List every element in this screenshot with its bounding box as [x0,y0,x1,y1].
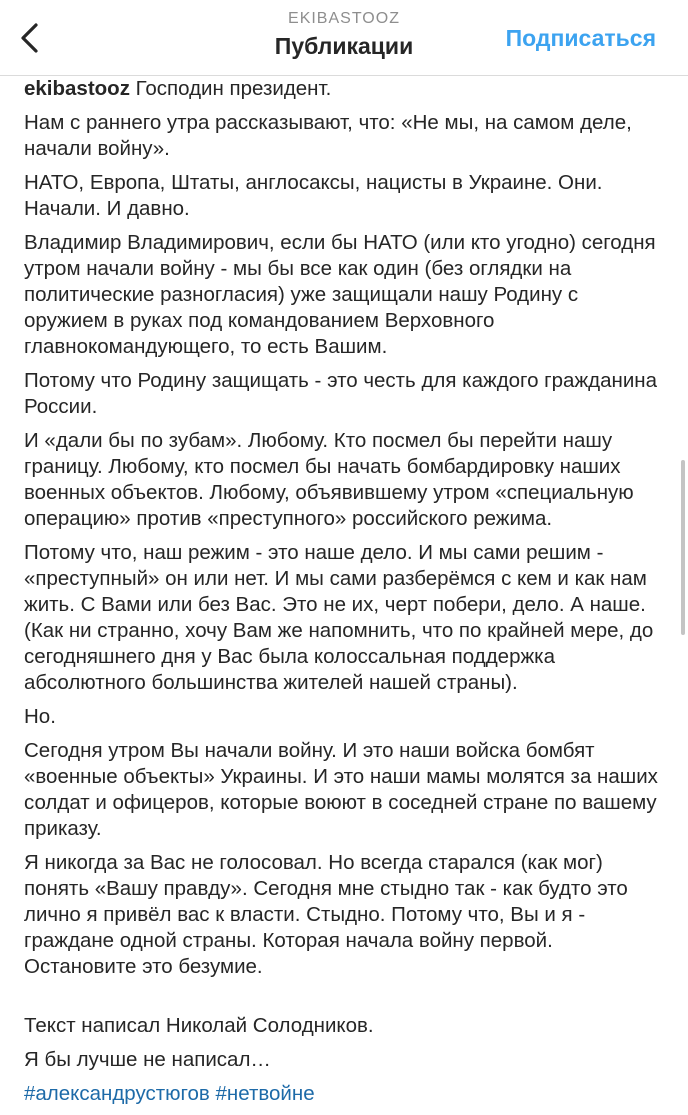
caption-paragraph: Сегодня утром Вы начали войну. И это наши войска бомбят «военные объекты» Украины. И это наши мамы молятся за наших солдат и офицеров, которые воюют в соседней стране по вашему приказу. [24,739,658,840]
caption-paragraph: Нам с раннего утра рассказывают, что: «Не мы, на самом деле, начали войну». [24,111,632,160]
caption-paragraph: НАТО, Европа, Штаты, англосаксы, нацисты в Украине. Они. Начали. И давно. [24,171,603,220]
hashtag-link[interactable]: #александрустюгов [24,1082,210,1105]
post-caption [24,76,664,1115]
caption-paragraph: Владимир Владимирович, если бы НАТО (или кто угодно) сегодня утром начали войну - мы бы все как один (без оглядки на политические разногласия) уже защищали нашу Родину с оружием в руках под командованием Верховного главнокомандующего, то есть Вашим. [24,231,656,358]
subscribe-button[interactable]: Подписаться [505,25,656,51]
caption-author-line: Текст написал Николай Солодников. [24,1014,374,1037]
hashtag-link[interactable]: #нетвойне [215,1082,315,1105]
caption-paragraph: Потому что Родину защищать - это честь для каждого гражданина России. [24,369,658,418]
account-name[interactable]: EKIBASTOOZ [288,10,400,27]
caption-paragraph: Потому что, наш режим - это наше дело. И мы сами решим - «преступный» он или нет. И мы сами разберёмся с кем и как нам жить. С Вами или без Вас. Это не их, черт побери, дело. А наше. (Как ни странно, хочу Вам же напомнить, что по крайней мере, до сегодняшнего дня у Вас была колоссальная поддержка абсолютного большинства жителей нашей страны). [24,541,654,694]
top-bar [0,0,688,76]
caption-paragraph: И «дали бы по зубам». Любому. Кто посмел бы перейти нашу границу. Любому, кто посмел бы начать бомбардировку наших военных объектов. Любому, объявившему утром «специальную операцию» против «преступного» российского режима. [24,429,634,530]
caption-spacer [24,988,664,1013]
caption-paragraph: Я никогда за Вас не голосовал. Но всегда старался (как мог) понять «Вашу правду». Сегодня мне стыдно так - как будто это лично я привёл вас к власти. Стыдно. Потому что, Вы и я - граждане одной страны. Которая начала войну первой. Остановите это безумие. [24,851,628,978]
caption-first-line [24,76,664,102]
scrollbar[interactable] [681,460,685,635]
hashtags-line [24,1081,664,1107]
caption-paragraph: Но. [24,705,56,728]
caption-greeting: Господин президент. [135,77,332,100]
page-title: Публикации [274,33,414,59]
caption-username[interactable]: ekibastooz [24,77,130,100]
caption-note-line: Я бы лучше не написал… [24,1048,271,1071]
